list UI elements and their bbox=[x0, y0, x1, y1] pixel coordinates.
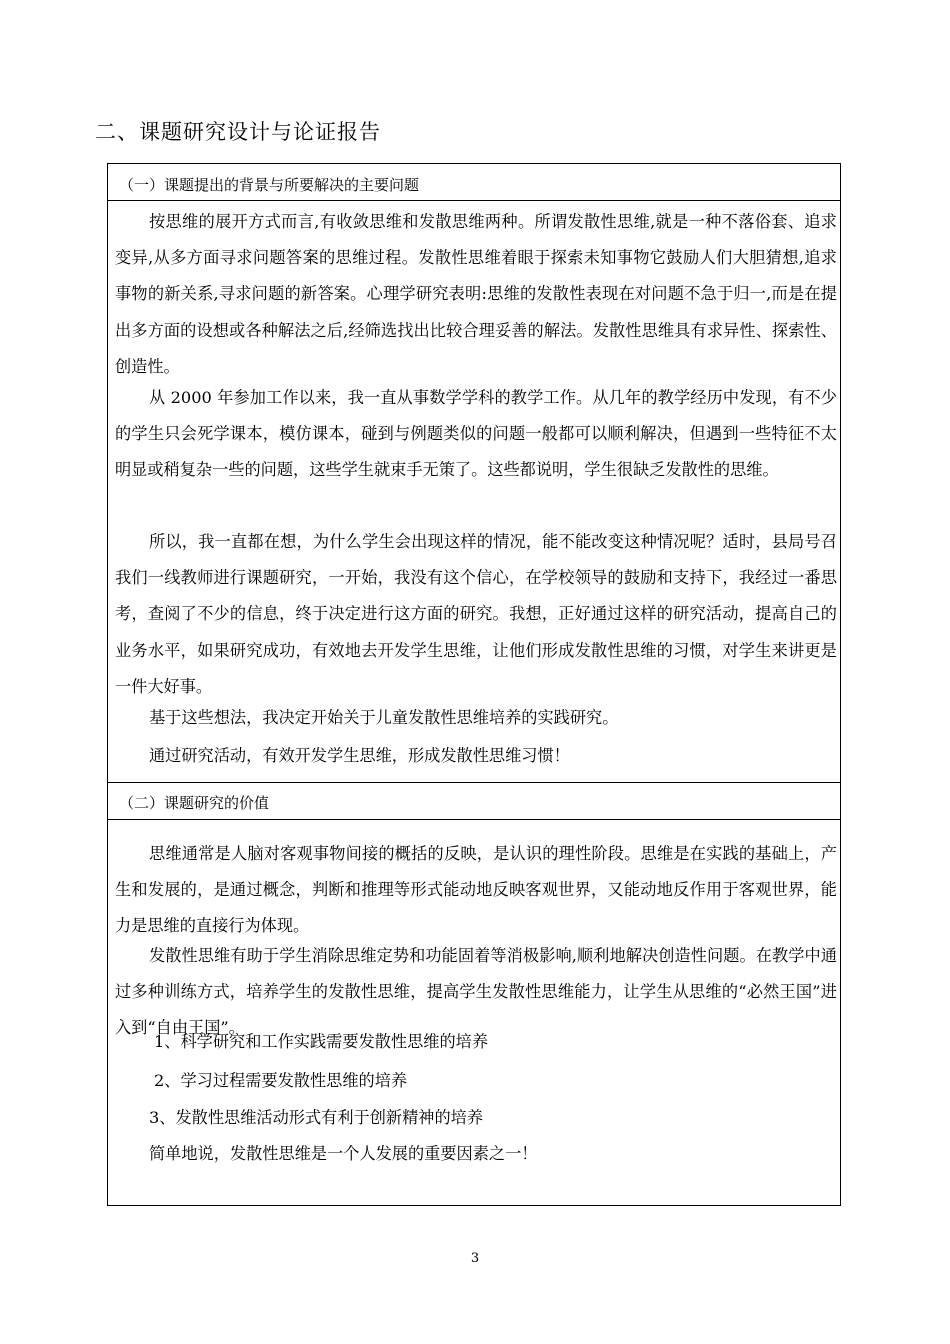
section1-paragraph-3: 所以，我一直都在想，为什么学生会出现这样的情况，能不能改变这种情况呢？适时，县局号召我们一线教师进行课题研究，一开始，我没有这个信心，在学校领导的鼓励和支持下，我经过一番思考，查阅了不少的信息，终于决定进行这方面的研究。我想，正好通过这样的研究活动，提高自己的业务水平，如果研究成功，有效地去开发学生思维，让他们形成发散性思维的习惯，对学生来讲更是一件大好事。 bbox=[115, 532, 837, 696]
section2-title-divider bbox=[108, 819, 840, 820]
section-heading: 二、课题研究设计与论证报告 bbox=[95, 120, 381, 144]
section1-paragraph-1: 按思维的展开方式而言,有收敛思维和发散思维两种。所谓发散性思维,就是一种不落俗套、追求变异,从多方面寻求问题答案的思维过程。发散性思维着眼于探索未知事物它鼓励人们大胆猜想,追求事物的新关系,寻求问题的新答案。心理学研究表明:思维的发散性表现在对问题不急于归一,而是在提出多方面的设想或各种解法之后,经筛选找出比较合理妥善的解法。发散性思维具有求异性、探索性、创造性。 bbox=[115, 212, 837, 376]
section2-conclusion: 简单地说，发散性思维是一个人发展的重要因素之一！ bbox=[149, 1144, 538, 1163]
section2-list-item-2: 2、学习过程需要发散性思维的培养 bbox=[154, 1071, 408, 1090]
section1-paragraph-2: 从 2000 年参加工作以来，我一直从事数学学科的教学工作。从几年的教学经历中发现，有不少的学生只会死学课本，模仿课本，碰到与例题类似的问题一般都可以顺利解决，但遇到一些特征不太明显或稍复杂一些的问题，这些学生就束手无策了。这些都说明，学生很缺乏发散性的思维。 bbox=[115, 388, 837, 480]
section2-list-item-1: 1、科学研究和工作实践需要发散性思维的培养 bbox=[154, 1032, 489, 1051]
section1-title-divider bbox=[108, 200, 840, 201]
section2-list-item-3: 3、发散性思维活动形式有利于创新精神的培养 bbox=[149, 1108, 484, 1127]
section1-paragraph-4: 基于这些想法，我决定开始关于儿童发散性思维培养的实践研究。 bbox=[149, 708, 619, 727]
section2-paragraph-2: 发散性思维有助于学生消除思维定势和功能固着等消极影响,顺利地解决创造性问题。在教学中通过多种训练方式，培养学生的发散性思维，提高学生发散性思维能力，让学生从思维的“必然王国”进入到“自由王国”。 bbox=[115, 946, 837, 1038]
section1-paragraph-5: 通过研究活动，有效开发学生思维，形成发散性思维习惯！ bbox=[149, 746, 570, 765]
section-divider bbox=[108, 782, 840, 783]
page-number: 3 bbox=[470, 1251, 480, 1266]
section1-title: （一）课题提出的背景与所要解决的主要问题 bbox=[119, 176, 420, 194]
report-table bbox=[107, 163, 841, 1206]
section2-title: （二）课题研究的价值 bbox=[119, 794, 270, 812]
section2-paragraph-1: 思维通常是人脑对客观事物间接的概括的反映，是认识的理性阶段。思维是在实践的基础上，产生和发展的，是通过概念，判断和推理等形式能动地反映客观世界，又能动地反作用于客观世界，能力是思维的直接行为体现。 bbox=[115, 844, 837, 936]
